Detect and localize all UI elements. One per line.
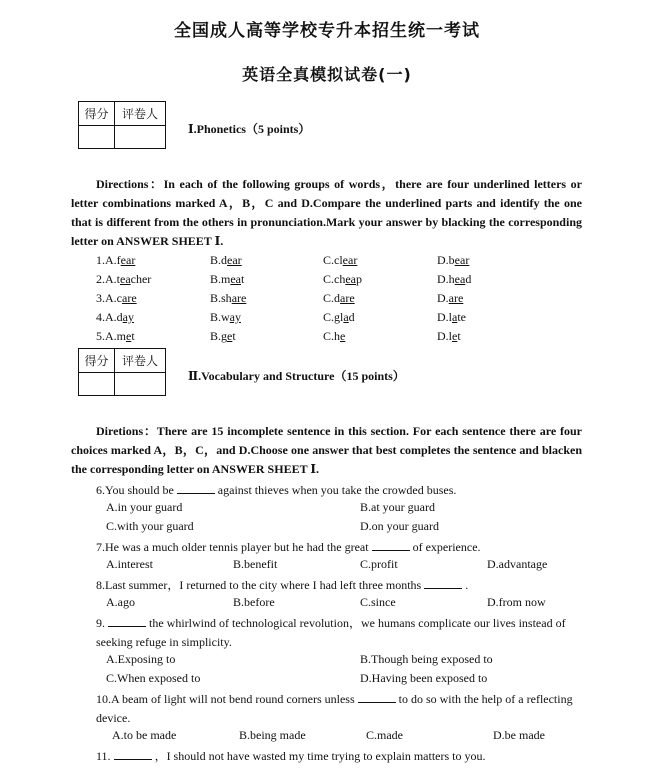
underlined-letters: ea	[345, 272, 356, 286]
question-stem: 9. the whirlwind of technological revolution，we humans complicate our lives instead of seeking refuge in simplicity.	[96, 616, 566, 649]
score-box-part2	[78, 348, 166, 396]
underlined-letters: ay	[229, 310, 241, 324]
phonetic-option[interactable]: B.way	[210, 310, 241, 324]
answer-blank[interactable]	[114, 749, 152, 760]
phonetic-option[interactable]: B.meat	[210, 272, 245, 286]
score-label: 得分	[79, 349, 115, 373]
grader-label: 评卷人	[115, 349, 166, 373]
answer-option[interactable]: B.at your guard	[360, 500, 435, 514]
part2-directions: Diretions：There are 15 incomplete sentence in this section. For each sentence there are four choices marked A，B，C，and D.Choose one answer that best completes the sentence and blacken the corresponding letter on ANSWER SHEET Ⅰ.	[71, 424, 582, 476]
phonetic-option[interactable]: 2.A.teacher	[96, 272, 152, 286]
paper-subtitle: 英语全真模拟试卷(一)	[242, 65, 412, 84]
answer-blank[interactable]	[358, 692, 396, 703]
underlined-letters: a	[452, 310, 458, 324]
answer-blank[interactable]	[372, 540, 410, 551]
underlined-letters: a	[343, 310, 349, 324]
answer-option[interactable]: C.When exposed to	[106, 671, 201, 685]
phonetic-option[interactable]: C.dare	[323, 291, 355, 305]
phonetic-option[interactable]: D.head	[437, 272, 472, 286]
phonetic-option[interactable]: 3.A.care	[96, 291, 137, 305]
answer-option[interactable]: D.advantage	[487, 557, 548, 571]
part1-heading: Ⅰ.Phonetics（5 points）	[188, 122, 311, 136]
part2-heading: Ⅱ.Vocabulary and Structure（15 points）	[188, 369, 405, 383]
underlined-letters: ear	[120, 253, 136, 267]
answer-option[interactable]: B.being made	[239, 728, 306, 742]
phonetic-option[interactable]: D.are	[437, 291, 464, 305]
answer-option[interactable]: C.made	[366, 728, 403, 742]
answer-option[interactable]: C.since	[360, 595, 396, 609]
phonetic-option[interactable]: C.glad	[323, 310, 355, 324]
underlined-letters: ea	[230, 272, 241, 286]
answer-blank[interactable]	[424, 578, 462, 589]
answer-option[interactable]: D.from now	[487, 595, 546, 609]
underlined-letters: ea	[120, 272, 131, 286]
underlined-letters: ea	[454, 272, 466, 286]
underlined-letters: e	[227, 329, 233, 343]
phonetic-option[interactable]: 5.A.met	[96, 329, 135, 343]
answer-option[interactable]: B.benefit	[233, 557, 278, 571]
underlined-letters: ear	[227, 253, 242, 267]
phonetic-option[interactable]: 1.A.fear	[96, 253, 136, 267]
answer-option[interactable]: D.on your guard	[360, 519, 439, 533]
score-box-part1	[78, 101, 166, 149]
underlined-letters: e	[126, 329, 132, 343]
score-cell[interactable]	[79, 373, 115, 396]
answer-option[interactable]: A.to be made	[112, 728, 177, 742]
underlined-letters: e	[340, 329, 346, 343]
underlined-letters: ear	[342, 253, 358, 267]
answer-option[interactable]: D.be made	[493, 728, 545, 742]
answer-option[interactable]: B.Though being exposed to	[360, 652, 493, 666]
grader-label: 评卷人	[115, 102, 166, 126]
answer-blank[interactable]	[177, 483, 215, 494]
phonetic-option[interactable]: 4.A.day	[96, 310, 134, 324]
underlined-letters: ay	[122, 310, 134, 324]
question-stem: 8.Last summer，I returned to the city where I had left three months .	[96, 578, 469, 592]
underlined-letters: e	[452, 329, 458, 343]
question-stem: 11. ，I should not have wasted my time trying to explain matters to you.	[96, 749, 486, 763]
phonetic-option[interactable]: B.dear	[210, 253, 242, 267]
phonetic-option[interactable]: C.cheap	[323, 272, 362, 286]
answer-option[interactable]: C.with your guard	[106, 519, 194, 533]
answer-option[interactable]: D.Having been exposed to	[360, 671, 488, 685]
underlined-letters: are	[448, 291, 464, 305]
underlined-letters: ear	[454, 253, 470, 267]
question-stem: 6.You should be against thieves when you take the crowded buses.	[96, 483, 457, 497]
phonetic-option[interactable]: C.he	[323, 329, 346, 343]
underlined-letters: are	[340, 291, 355, 305]
answer-option[interactable]: C.profit	[360, 557, 398, 571]
grader-cell[interactable]	[115, 373, 166, 396]
phonetic-option[interactable]: D.let	[437, 329, 461, 343]
exam-title: 全国成人高等学校专升本招生统一考试	[174, 21, 480, 41]
underlined-letters: are	[122, 291, 137, 305]
answer-blank[interactable]	[108, 616, 146, 627]
score-cell[interactable]	[79, 126, 115, 149]
part1-directions: Directions：In each of the following groups of words，there are four underlined letters or letter combinations marked A，B，C and D.Compare the underlined parts and identify the one that is different from the others in pronunciation.Mark your answer by blacking the corresponding letter on ANSWER SHEET Ⅰ.	[71, 177, 582, 248]
answer-option[interactable]: B.before	[233, 595, 275, 609]
phonetic-option[interactable]: B.get	[210, 329, 236, 343]
underlined-letters: are	[231, 291, 247, 305]
phonetic-option[interactable]: B.share	[210, 291, 247, 305]
phonetic-option[interactable]: D.bear	[437, 253, 470, 267]
answer-option[interactable]: A.Exposing to	[106, 652, 176, 666]
answer-option[interactable]: A.in your guard	[106, 500, 183, 514]
question-stem: 10.A beam of light will not bend round corners unless to do so with the help of a reflecting device.	[96, 692, 573, 725]
phonetic-option[interactable]: D.late	[437, 310, 466, 324]
question-stem: 7.He was a much older tennis player but he had the great of experience.	[96, 540, 481, 554]
score-label: 得分	[79, 102, 115, 126]
grader-cell[interactable]	[115, 126, 166, 149]
phonetic-option[interactable]: C.clear	[323, 253, 358, 267]
answer-option[interactable]: A.interest	[106, 557, 153, 571]
answer-option[interactable]: A.ago	[106, 595, 135, 609]
